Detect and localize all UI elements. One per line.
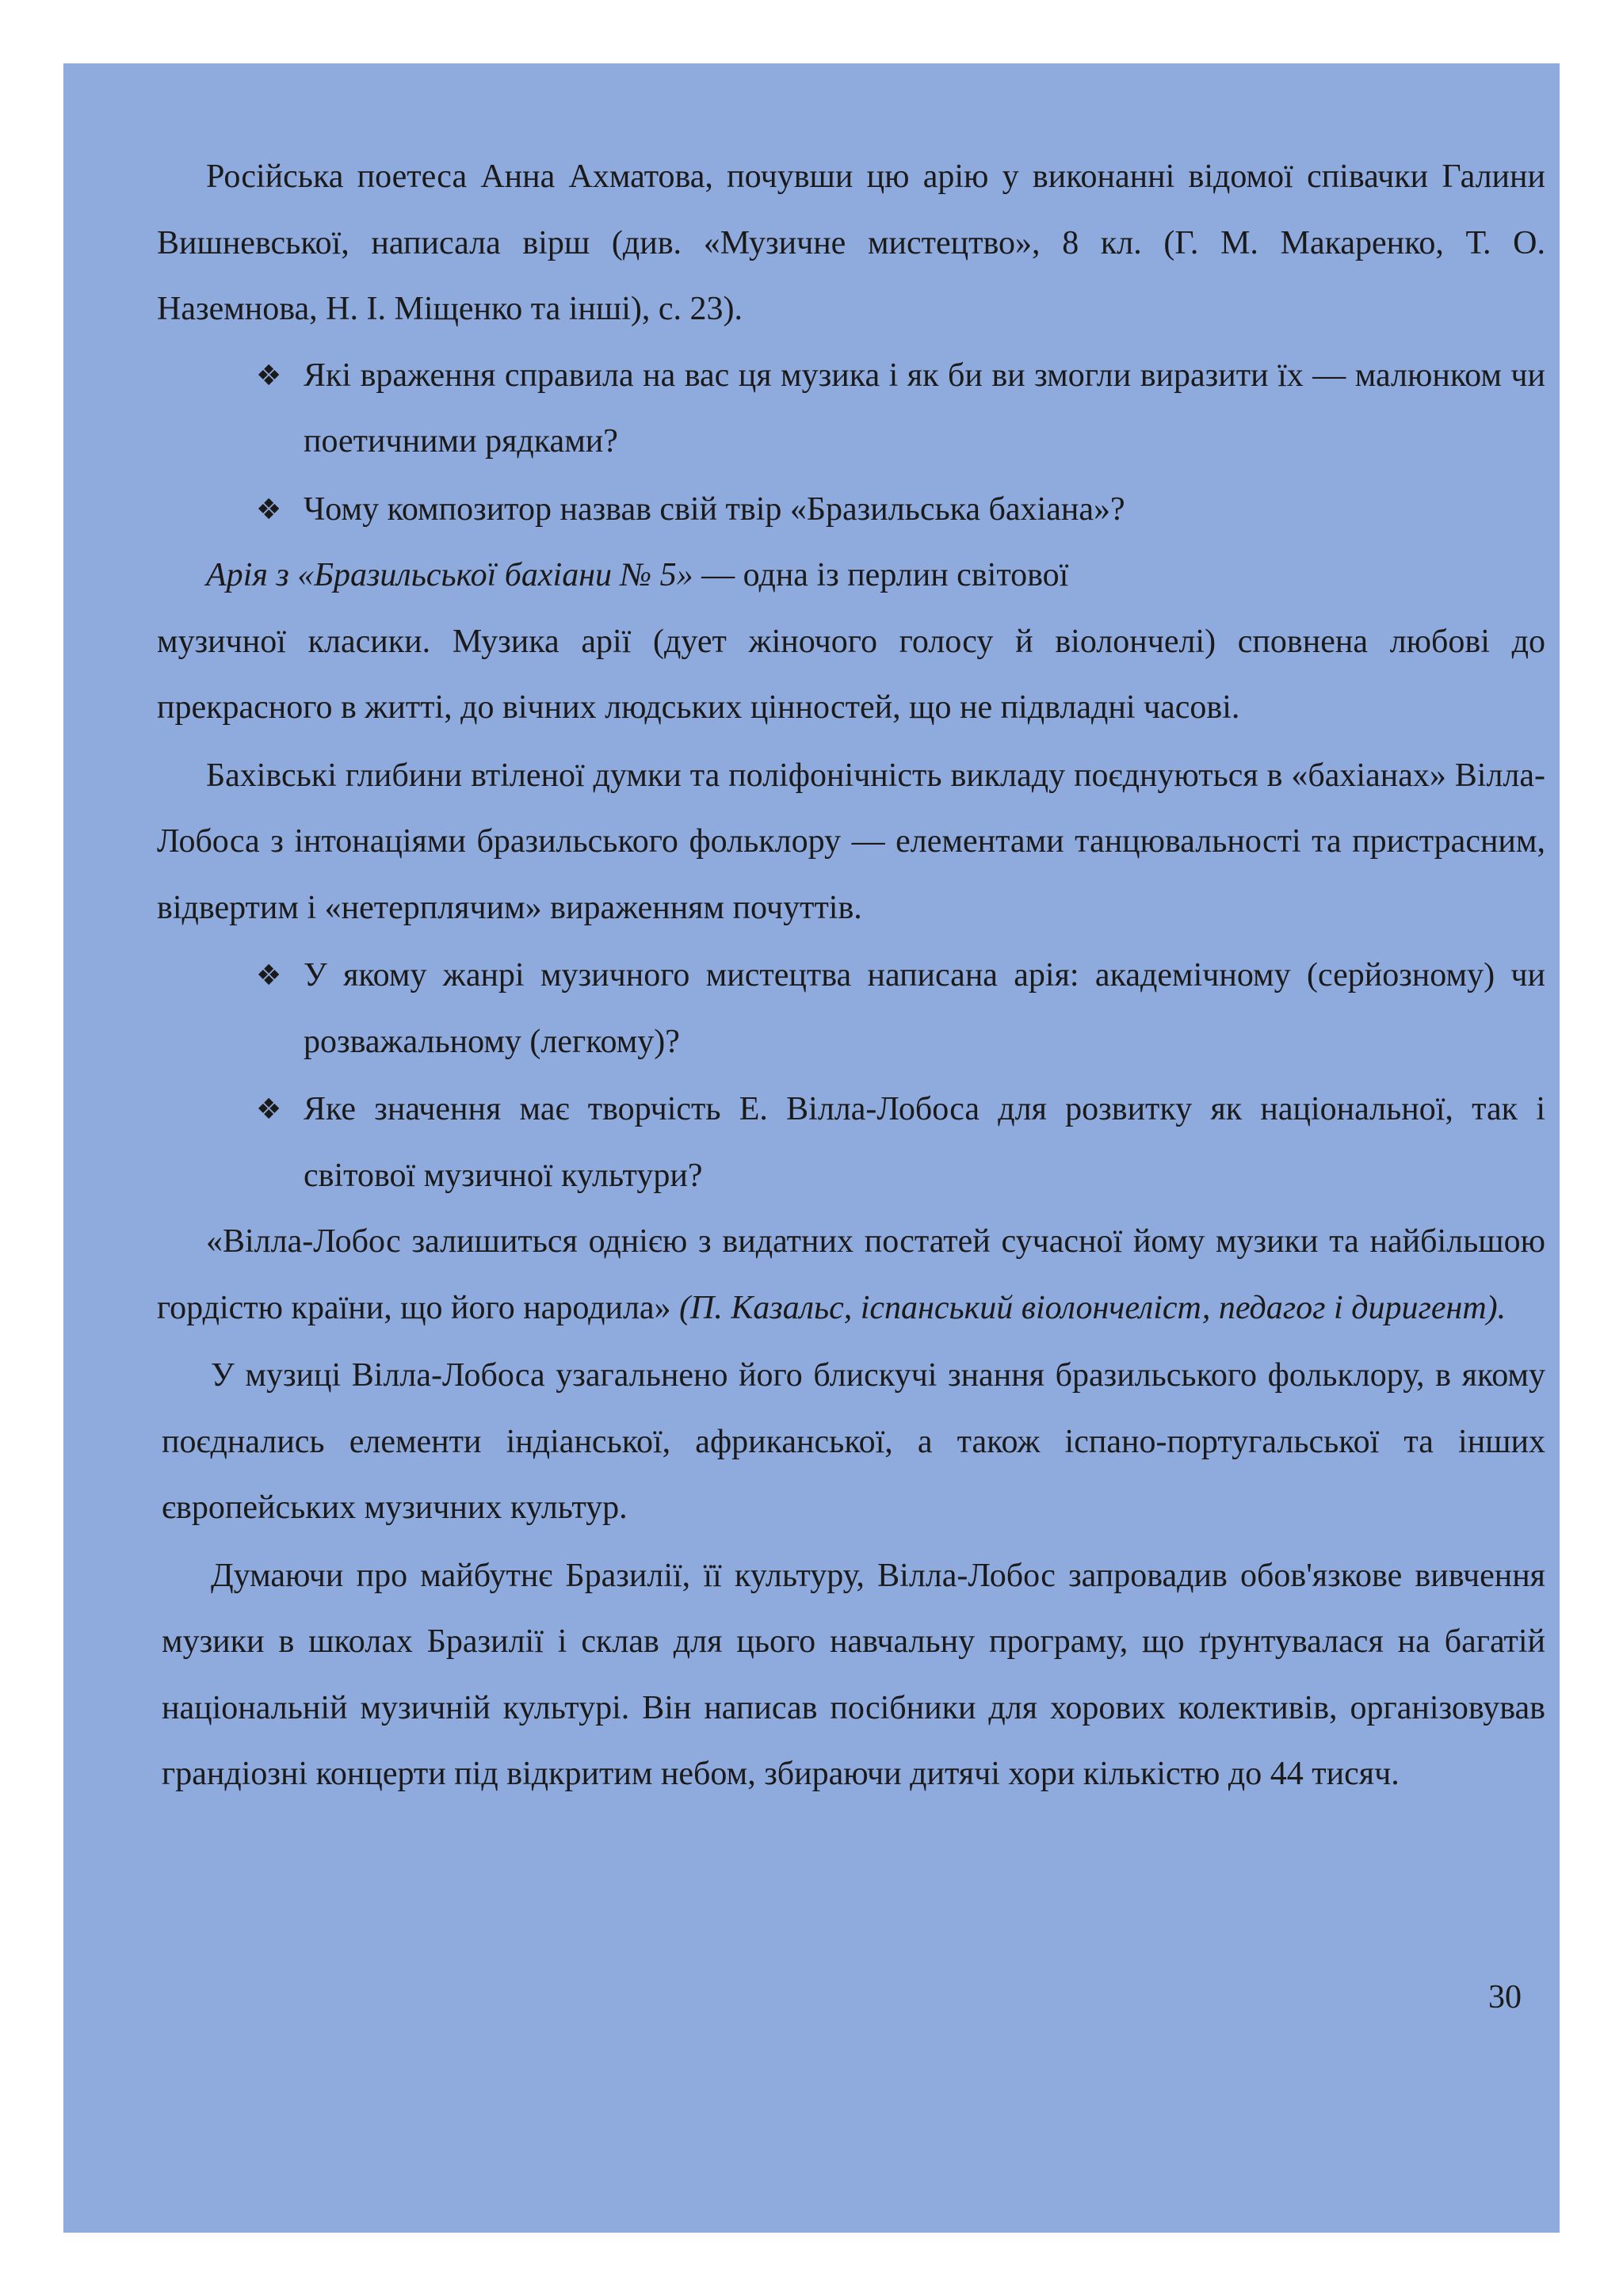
- question-text: Яке значення має творчість Е. Вілла-Лобоса для розвитку як національної, так і світової музичної культури?: [304, 1091, 1545, 1194]
- four-diamond-bullet-icon: ❖: [256, 493, 282, 526]
- question-impressions: [157, 343, 1545, 475]
- four-diamond-bullet-icon: ❖: [256, 959, 282, 992]
- aria-title: Арія з «Бразильської бахіани № 5»: [206, 557, 693, 593]
- question-text: Які враження справила на вас ця музика і як би ви змогли виразити їх — малюнком чи поетичними рядками?: [304, 357, 1545, 460]
- question-genre: [157, 943, 1545, 1075]
- question-title: [157, 477, 1545, 543]
- paragraph-akhmatova: Російська поетеса Анна Ахматова, почувши цю арію у виконанні відомої співачки Галини Вишневської, написала вірш (див. «Музичне мистецтво», 8 кл. (Г. М. Макаренко, Т. О. Наземнова, Н. І. Міщенко та інші), с. 23).: [157, 158, 1545, 327]
- paragraph-education: Думаючи про майбутнє Бразилії, її культуру, Вілла-Лобос запровадив обов'язкове вивчення музики в школах Бразилії і склав для цього навчальну програму, що ґрунтувалася на багатій національній музичній культурі. Він написав посібники для хорових колективів, організовував грандіозні концерти під відкритим небом, збираючи дитячі хори кількістю до 44 тисяч.: [162, 1557, 1545, 1792]
- paragraph-text: — одна із перлин світової музичної класики. Музика арії (дует жіночого голосу й віолончелі) сповнена любові до прекрасного в житті, до вічних людських цінностей, що не підвладні часові.: [157, 557, 1545, 726]
- four-diamond-bullet-icon: ❖: [256, 1093, 282, 1126]
- quote-attribution: (П. Казальс, іспанський віолончеліст, педагог і диригент).: [679, 1289, 1507, 1326]
- question-significance: [157, 1077, 1545, 1209]
- quote-text: «Вілла-Лобос залишиться однією з видатних постатей сучасної йому музики та найбільшою гордістю країни, що його народила»: [157, 1223, 1545, 1326]
- paragraph-aria: [157, 543, 1545, 742]
- paragraph-bachianas: Бахівські глибини втіленої думки та поліфонічність викладу поєднуються в «бахіанах» Вілла-Лобоса з інтонаціями бразильського фольклору — елементами танцювальності та пристрасним, відвертим і «нетерплячим» вираженням почуттів.: [157, 757, 1545, 926]
- four-diamond-bullet-icon: ❖: [256, 359, 282, 392]
- page-body: [157, 144, 1545, 1808]
- question-text: Чому композитор назвав свій твір «Бразильська бахіана»?: [304, 490, 1125, 528]
- question-text: У якому жанрі музичного мистецтва написана арія: академічному (серйозному) чи розважальному (легкому)?: [304, 957, 1545, 1060]
- paragraph-quote: [157, 1209, 1545, 1341]
- paragraph-folklore: У музиці Вілла-Лобоса узагальнено його блискучі знання бразильського фольклору, в якому поєднались елементи індіанської, африканської, а також іспано-португальської та інших європейських музичних культур.: [162, 1357, 1545, 1526]
- page-number: 30: [1488, 1979, 1522, 2016]
